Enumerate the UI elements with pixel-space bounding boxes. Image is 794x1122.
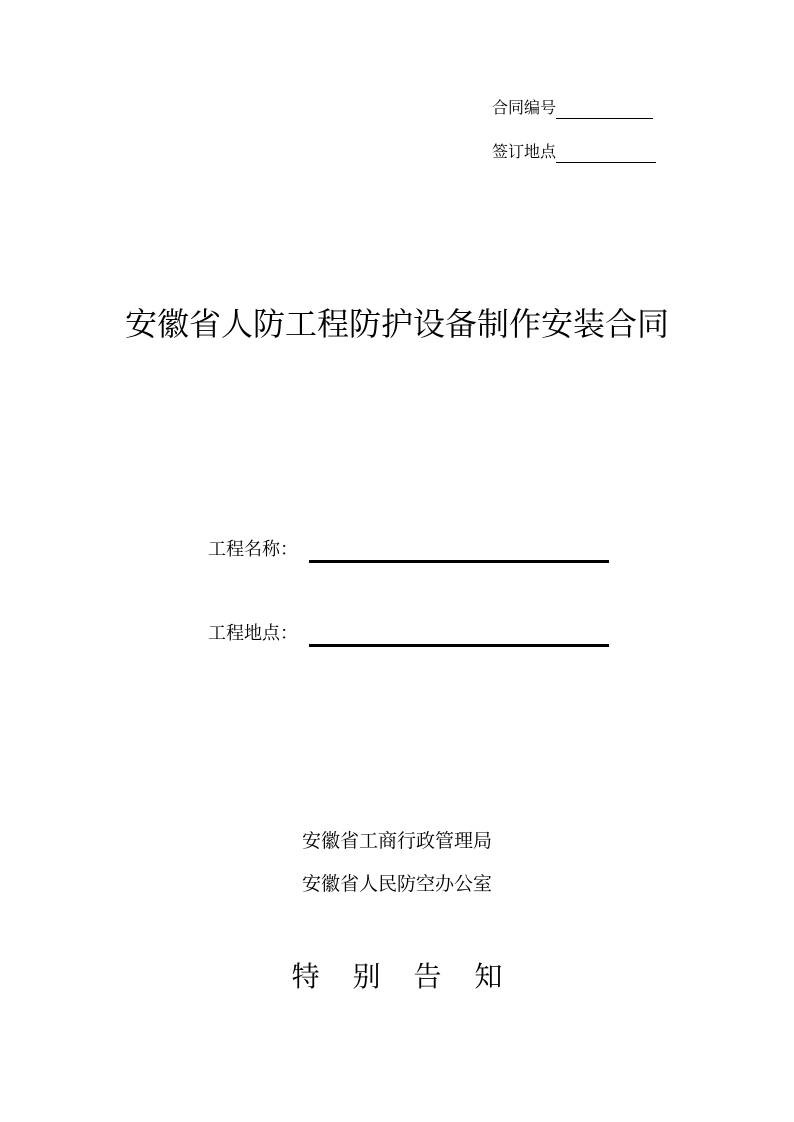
contract-number-row [492,97,653,119]
project-name-label: 工程名称： [208,539,298,560]
sign-place-row [492,141,656,163]
sign-place-blank [556,141,656,163]
contract-number-label: 合同编号 [492,98,557,117]
issuer-civil-defense-office: 安徽省人民防空办公室 [301,873,492,895]
project-name-blank [309,560,609,563]
project-name-row [208,537,298,563]
sign-place-label: 签订地点 [492,142,557,161]
issuer-commerce-bureau: 安徽省工商行政管理局 [301,830,492,852]
special-notice-heading: 特 别 告 知 [291,960,515,993]
project-site-blank [309,644,609,647]
contract-number-blank [556,97,653,119]
document-title: 安徽省人防工程防护设备制作安装合同 [124,305,669,343]
project-site-label: 工程地点： [208,623,298,644]
project-site-row [208,621,298,647]
